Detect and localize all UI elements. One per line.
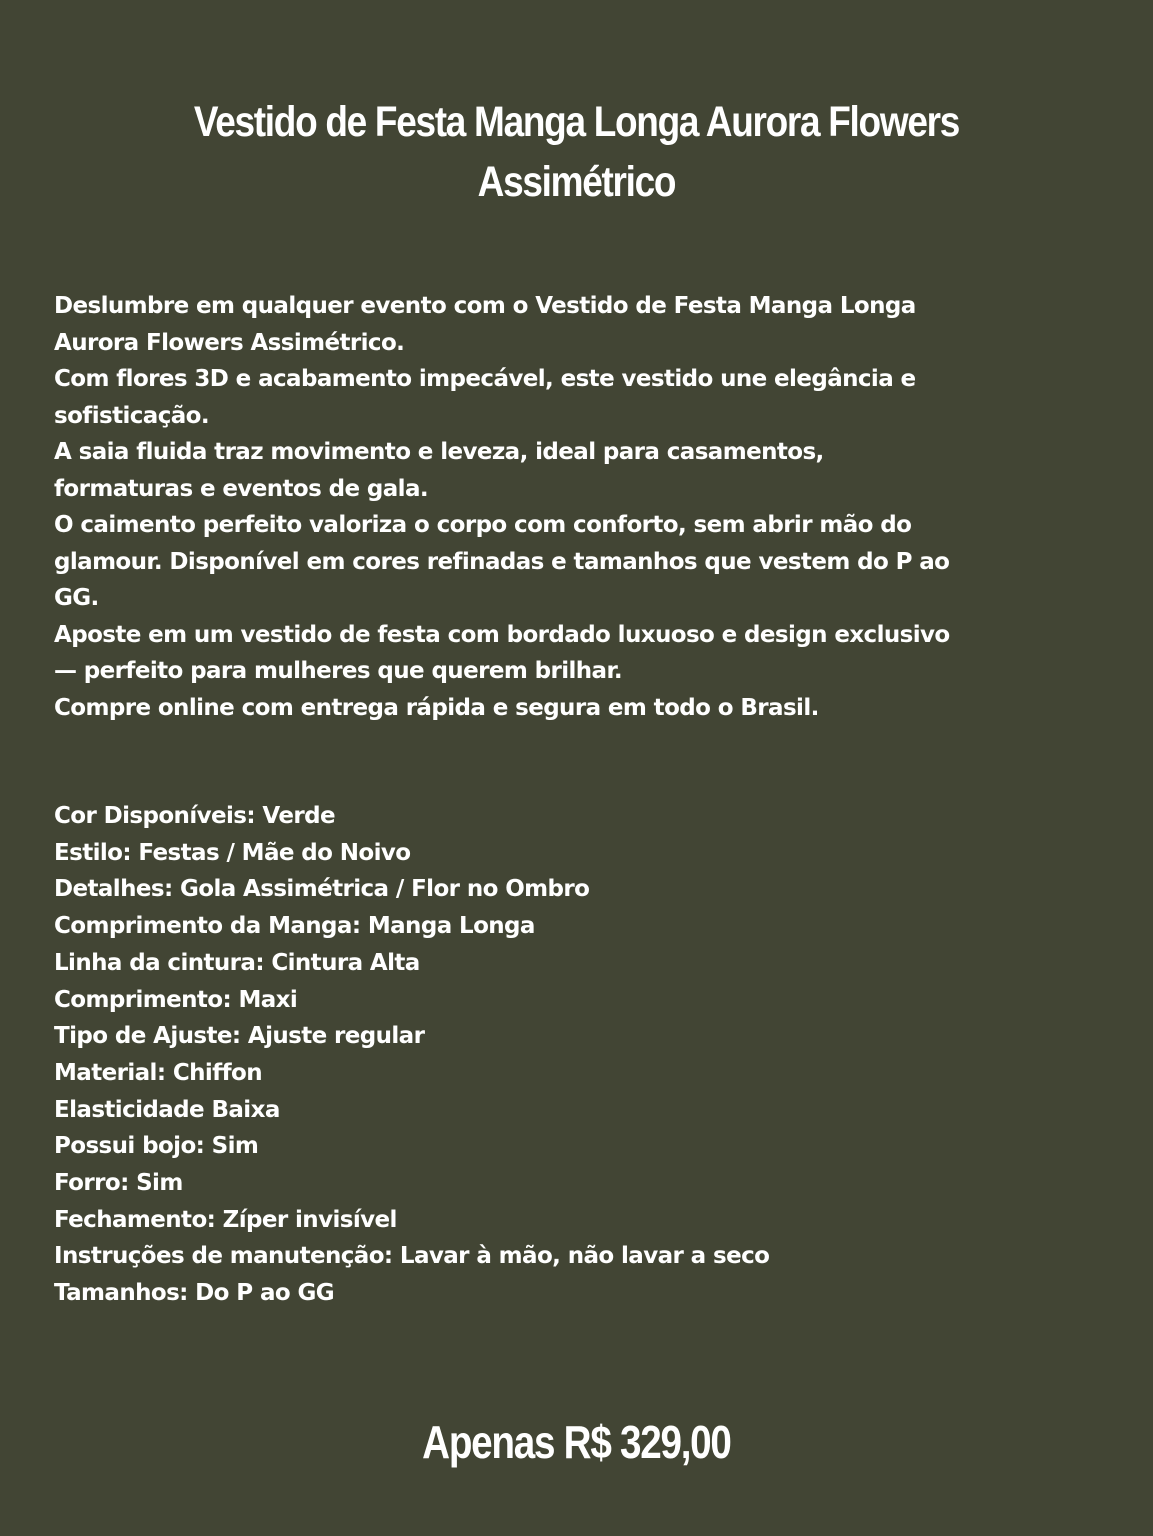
spec-item: Instruções de manutenção: Lavar à mão, não lavar a seco	[54, 1243, 770, 1270]
product-title-line: Assimétrico	[477, 158, 676, 206]
description-line: Aurora Flowers Assimétrico.	[54, 329, 405, 356]
product-specs-list	[54, 798, 1044, 1312]
product-title	[81, 92, 1073, 212]
product-price: Apenas R$ 329,00	[422, 1416, 731, 1468]
spec-item: Possui bojo: Sim	[54, 1133, 259, 1160]
spec-item: Cor Disponíveis: Verde	[54, 803, 335, 829]
product-title-line: Vestido de Festa Manga Longa Aurora Flowers	[193, 98, 959, 146]
description-line: Compre online com entrega rápida e segura em todo o Brasil.	[54, 694, 819, 721]
spec-item: Estilo: Festas / Mãe do Noivo	[54, 839, 411, 866]
description-line: O caimento perfeito valoriza o corpo com conforto, sem abrir mão do	[54, 512, 912, 538]
spec-item: Material: Chiffon	[54, 1059, 262, 1086]
description-line: formaturas e eventos de gala.	[54, 475, 429, 502]
description-line: Com flores 3D e acabamento impecável, este vestido une elegância e	[54, 366, 916, 392]
description-line: sofisticação.	[54, 402, 209, 429]
description-line: glamour. Disponível em cores refinadas e tamanhos que vestem do P ao	[54, 548, 950, 575]
spec-item: Tipo de Ajuste: Ajuste regular	[54, 1023, 425, 1050]
spec-item: Elasticidade Baixa	[54, 1096, 280, 1123]
spec-item: Linha da cintura: Cintura Alta	[54, 949, 420, 976]
spec-item: Comprimento: Maxi	[54, 986, 298, 1013]
product-description	[54, 288, 1044, 726]
spec-item: Fechamento: Zíper invisível	[54, 1206, 397, 1233]
spec-item: Forro: Sim	[54, 1170, 183, 1197]
description-line: A saia fluida traz movimento e leveza, ideal para casamentos,	[54, 439, 824, 465]
description-line: Deslumbre em qualquer evento com o Vestido de Festa Manga Longa	[54, 293, 916, 319]
spec-item: Comprimento da Manga: Manga Longa	[54, 913, 535, 940]
description-line: — perfeito para mulheres que querem brilhar.	[54, 658, 623, 684]
spec-item: Detalhes: Gola Assimétrica / Flor no Ombro	[54, 876, 590, 903]
description-line: Aposte em um vestido de festa com bordado luxuoso e design exclusivo	[54, 621, 950, 648]
description-line: GG.	[54, 585, 99, 611]
spec-item: Tamanhos: Do P ao GG	[54, 1280, 335, 1307]
